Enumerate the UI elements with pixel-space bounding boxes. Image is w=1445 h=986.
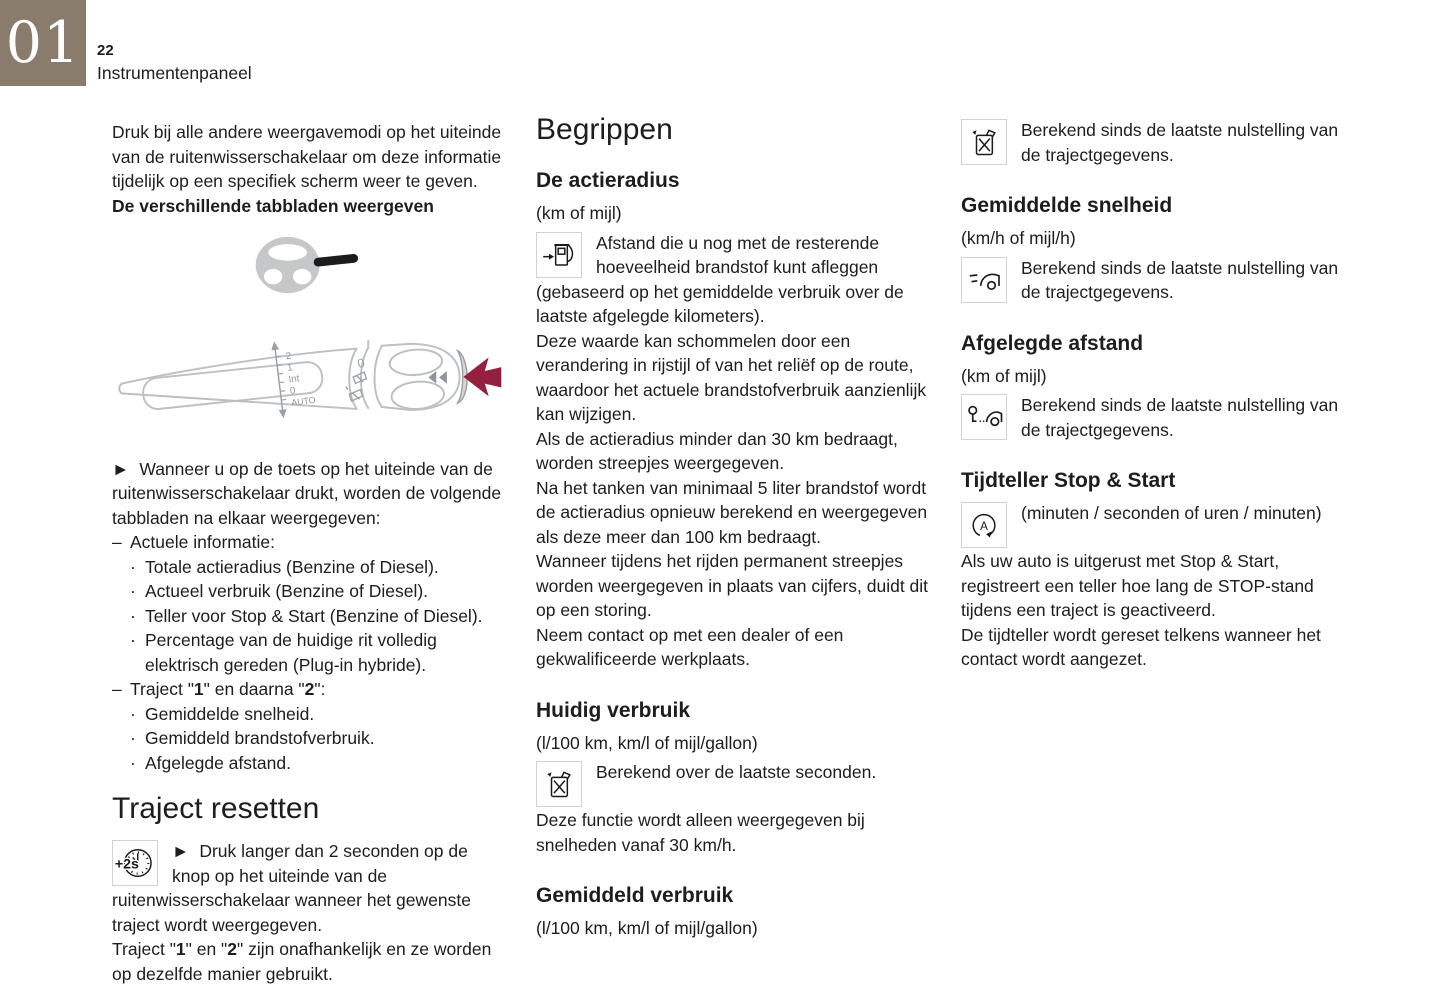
paragraph: Wanneer tijdens het rijden permanent streepjes worden weergegeven in plaats van cijfers, duidt dit op een storing. — [536, 551, 929, 620]
scale-label-auto: AUTO — [290, 394, 316, 408]
list-item: – Actuele informatie: — [112, 532, 275, 552]
tijdteller-heading: Tijdteller Stop & Start — [961, 469, 1176, 492]
tijdteller-unit: (minuten / seconden of uren / minuten) — [1021, 503, 1322, 523]
list-item: · Gemiddeld brandstofverbruik. — [130, 728, 375, 748]
chapter-badge — [0, 0, 86, 86]
gemiddelde-snelheid-note: Berekend sinds de laatste nulstelling van de trajectgegevens. — [1021, 257, 1339, 302]
jerrycan-average-icon — [961, 119, 1007, 165]
list-item: · Afgelegde afstand. — [130, 752, 291, 773]
paragraph: Als de actieradius minder dan 30 km bedraagt, worden streepjes weergegeven. — [536, 428, 898, 473]
scale-label-int: Int — [287, 373, 301, 386]
plus-2s-label: +2s — [114, 856, 139, 873]
paragraph: Neem contact op met een dealer of een gekwalificeerde werkplaats. — [536, 624, 844, 669]
gemiddelde-snelheid-unit: (km/h of mijl/h) — [961, 228, 1076, 248]
gemiddeld-verbruik-note: Berekend sinds de laatste nulstelling van de trajectgegevens. — [1021, 120, 1339, 165]
page-section-title: Instrumentenpaneel — [97, 62, 252, 83]
afgelegde-afstand-note: Berekend sinds de laatste nulstelling van de trajectgegevens. — [1021, 395, 1339, 440]
jerrycan-consumption-icon — [536, 761, 582, 807]
gemiddeld-verbruik-unit: (l/100 km, km/l of mijl/gallon) — [536, 918, 758, 938]
page-header — [97, 42, 252, 85]
intro-paragraph: Druk bij alle andere weergavemodi op het uiteinde van de ruitenwisserschakelaar om deze informatie tijdelijk op een specifiek scherm weer te geven. — [112, 122, 502, 191]
paragraph: Na het tanken van minimaal 5 liter brandstof wordt de actieradius opnieuw berekend en weergegeven als deze meer dan 100 km bedraagt. — [536, 477, 928, 547]
arrow-bullet: ► — [172, 841, 190, 861]
stop-start-letter: A — [980, 520, 988, 533]
paragraph: De tijdteller wordt gereset telkens wanneer het contact wordt aangezet. — [961, 624, 1321, 669]
page-number: 22 — [97, 42, 114, 59]
gemiddeld-verbruik-heading: Gemiddeld verbruik — [536, 884, 734, 907]
press-2-seconds-icon — [112, 840, 158, 886]
list-item: · Gemiddelde snelheid. — [130, 703, 315, 724]
chapter-number: 01 — [5, 9, 81, 76]
wiper-stalk-drawing — [112, 304, 504, 440]
actieradius-unit: (km of mijl) — [536, 203, 622, 223]
steering-wheel-icon — [244, 234, 372, 296]
trip-reset-block: +2s ► Druk langer dan 2 seconden op de knop op het uiteinde van de ruitenwisserschakelaar wanneer het gewenste traject wordt weergegeven. Traject "1" en "2" zijn onafhankelijk en ze worden op dezelfde manier gebruikt. — [112, 839, 504, 986]
actieradius-heading: De actieradius — [536, 169, 680, 192]
right-column — [961, 118, 1353, 672]
intro-bold-line: De verschillende tabbladen weergeven — [112, 195, 434, 216]
stop-start-timer-icon — [961, 502, 1007, 548]
trip-reset-note: Traject "1" en "2" zijn onafhankelijk en ze worden op dezelfde manier gebruikt. — [112, 939, 492, 984]
actieradius-description: Afstand die u nog met de resterende hoeveelheid brandstof kunt afleggen (gebaseerd op het gemiddelde verbruik over de laatste afgelegde kilometers). — [536, 232, 904, 326]
begrippen-heading: Begrippen — [536, 113, 673, 146]
list-item: · Teller voor Stop & Start (Benzine of Diesel). — [130, 605, 483, 626]
afgelegde-afstand-unit: (km of mijl) — [961, 365, 1047, 386]
scale-label-1: 1 — [286, 362, 294, 374]
ring-zero-label: 0 — [356, 355, 367, 372]
list-item: · Actueel verbruik (Benzine of Diesel). — [130, 581, 429, 601]
huidig-verbruik-unit: (l/100 km, km/l of mijl/gallon) — [536, 732, 758, 753]
tabs-list — [112, 530, 504, 775]
wiper-stalk-illustration — [112, 234, 504, 447]
distance-travelled-icon — [961, 394, 1007, 440]
huidig-verbruik-note: Berekend over de laatste seconden. — [596, 762, 877, 782]
afgelegde-afstand-heading: Afgelegde afstand — [961, 331, 1144, 355]
trip-reset-heading: Traject resetten — [112, 792, 320, 825]
huidig-verbruik-heading: Huidig verbruik — [536, 698, 691, 722]
scale-label-2: 2 — [285, 350, 292, 363]
left-column — [112, 120, 504, 986]
gemiddelde-snelheid-heading: Gemiddelde snelheid — [961, 194, 1173, 217]
arrow-bullet: ► — [112, 458, 130, 479]
paragraph: Deze functie wordt alleen weergegeven bij snelheden vanaf 30 km/h. — [536, 810, 865, 855]
list-item: – Traject "1" en daarna "2": — [112, 679, 326, 699]
pointer-arrow — [463, 357, 501, 396]
paragraph: Als uw auto is uitgerust met Stop & Start, registreert een teller hoe lang de STOP-stand tijdens een traject is geactiveerd. — [961, 551, 1314, 620]
middle-column — [536, 112, 934, 946]
press-button-paragraph: ► Wanneer u op de toets op het uiteinde van de ruitenwisserschakelaar drukt, worden de volgende tabbladen na elkaar weergegeven: — [112, 458, 502, 528]
average-speed-icon — [961, 257, 1007, 303]
scale-label-0: 0 — [289, 385, 297, 397]
list-item: · Percentage van de huidige rit volledig elektrisch gereden (Plug-in hybride). — [130, 630, 437, 675]
fuel-pump-icon — [536, 232, 582, 278]
paragraph: Deze waarde kan schommelen door een verandering in rijstijl of van het reliëf op de route, waardoor het actuele brandstofverbruik aanzienlijk kan wijzigen. — [536, 330, 927, 424]
list-item: · Totale actieradius (Benzine of Diesel). — [130, 556, 439, 577]
